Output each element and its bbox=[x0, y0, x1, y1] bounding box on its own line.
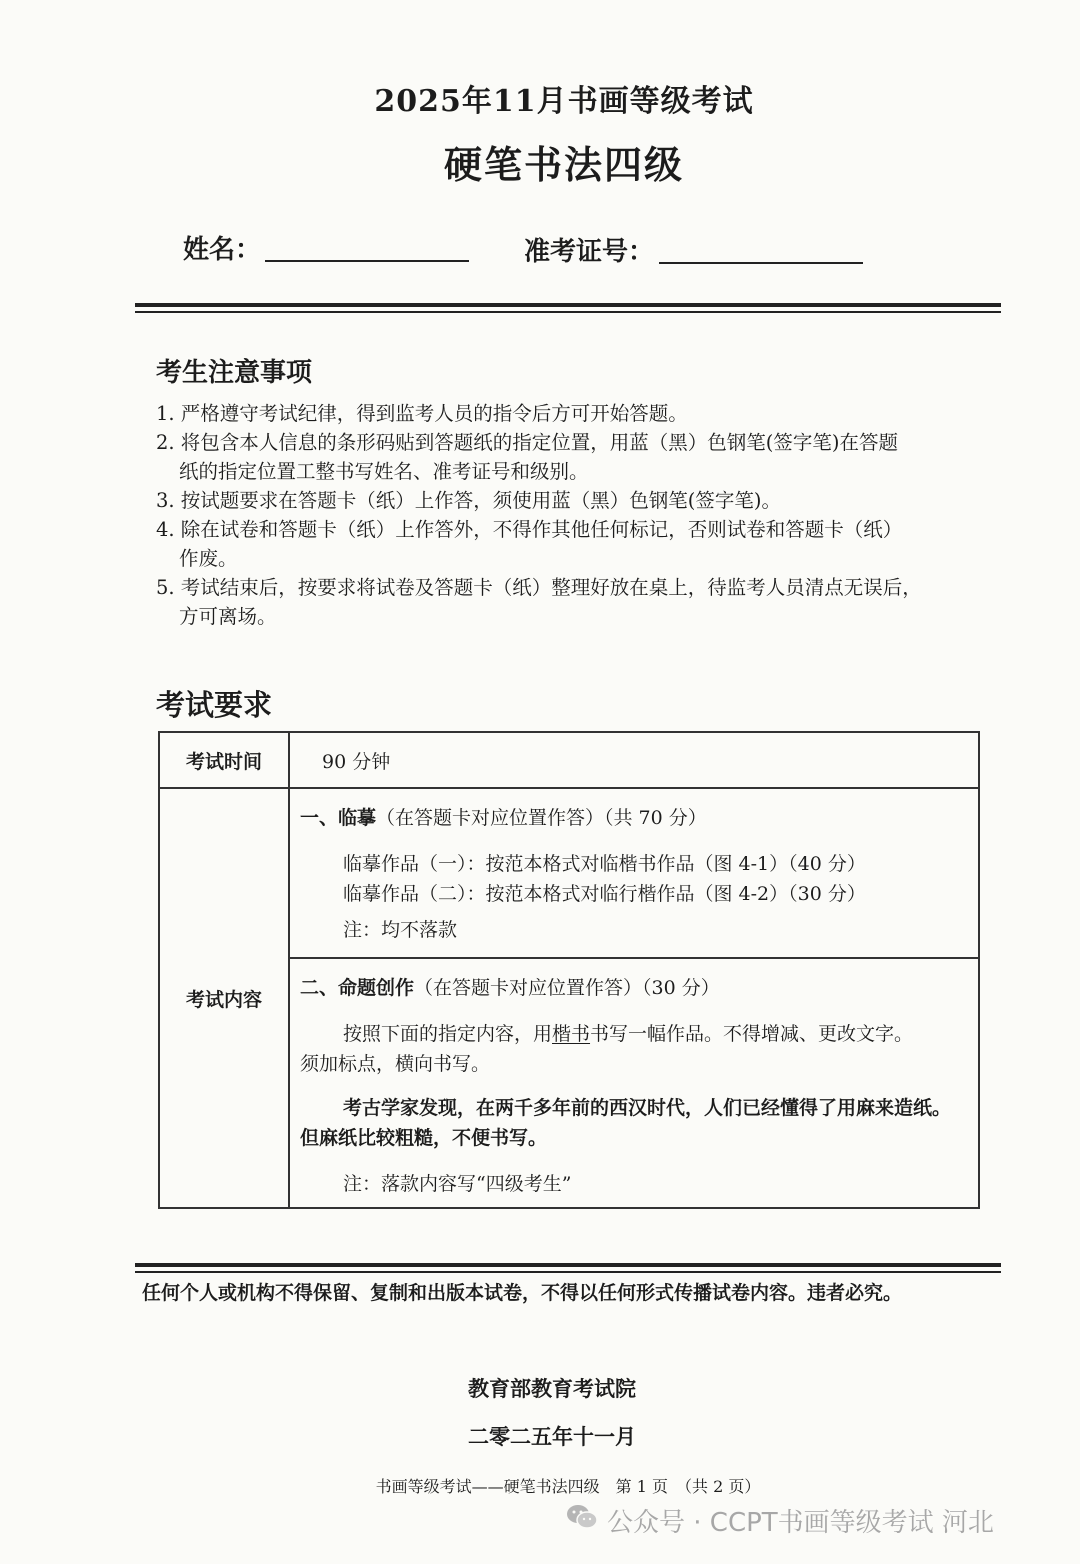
time-value: 90 分钟 bbox=[289, 732, 979, 788]
part1-line2: 临摹作品（二）：按范本格式对临行楷作品（图 4-2）（30 分） bbox=[343, 883, 866, 905]
requirements-table bbox=[158, 731, 980, 1209]
part2-instruction-cont: 书写一幅作品。不得增减、更改文字。 bbox=[590, 1023, 914, 1045]
part2-note: 注：落款内容写“四级考生” bbox=[343, 1173, 572, 1195]
ticket-number-label: 准考证号： bbox=[524, 237, 655, 267]
header-divider bbox=[135, 303, 1001, 313]
notice-item-cont: 方可离场。 bbox=[179, 605, 277, 628]
content-label: 考试内容 bbox=[159, 788, 289, 1208]
time-label: 考试时间 bbox=[159, 732, 289, 788]
notice-item-cont: 纸的指定位置工整书写姓名、准考证号和级别。 bbox=[179, 460, 589, 483]
part2-title-note: （在答题卡对应位置作答）（30 分） bbox=[414, 977, 720, 999]
content-cell bbox=[289, 788, 979, 1208]
notice-item: 1. 严格遵守考试纪律，得到监考人员的指令后方可开始答题。 bbox=[156, 402, 688, 425]
name-label: 姓名： bbox=[183, 235, 262, 265]
part2-text: 考古学家发现，在两千多年前的西汉时代，人们已经懂得了用麻来造纸。但麻纸比较粗糙，不便书写。 bbox=[300, 1097, 952, 1149]
footer-divider bbox=[135, 1263, 1001, 1273]
watermark bbox=[565, 1502, 994, 1539]
part2-script-style: 楷书 bbox=[552, 1023, 591, 1045]
part2-title: 二、命题创作 bbox=[300, 977, 415, 999]
copyright-warning: 任何个人或机构不得保留、复制和出版本试卷，不得以任何形式传播试卷内容。违者必究。 bbox=[142, 1282, 903, 1304]
part1-title-note: （在答题卡对应位置作答）（共 70 分） bbox=[376, 807, 707, 829]
notices-list bbox=[156, 399, 986, 631]
exam-title: 2025年11月书画等级考试 bbox=[374, 84, 754, 119]
notice-item-cont: 作废。 bbox=[179, 547, 238, 570]
ticket-number-field[interactable] bbox=[659, 262, 863, 264]
issuer: 教育部教育考试院 bbox=[468, 1376, 636, 1401]
notice-item: 5. 考试结束后，按要求将试卷及答题卡（纸）整理好放在桌上，待监考人员清点无误后， bbox=[156, 576, 922, 599]
part2-instruction-line2: 须加标点，横向书写。 bbox=[300, 1053, 491, 1075]
subject-title: 硬笔书法四级 bbox=[443, 142, 684, 187]
requirements-heading: 考试要求 bbox=[156, 688, 273, 722]
part1-title: 一、临摹 bbox=[300, 807, 377, 829]
notice-item: 2. 将包含本人信息的条形码贴到答题纸的指定位置，用蓝（黑）色钢笔(签字笔)在答题 bbox=[156, 431, 899, 454]
part2-instruction: 按照下面的指定内容，用 bbox=[343, 1023, 553, 1045]
name-field[interactable] bbox=[265, 260, 469, 262]
part1-section bbox=[290, 789, 978, 957]
notice-item: 4. 除在试卷和答题卡（纸）上作答外，不得作其他任何标记，否则试卷和答题卡（纸） bbox=[156, 518, 903, 541]
notice-item: 3. 按试题要求在答题卡（纸）上作答，须使用蓝（黑）色钢笔(签字笔)。 bbox=[156, 489, 782, 512]
notices-heading: 考生注意事项 bbox=[156, 358, 313, 388]
page-footer: 书画等级考试——硬笔书法四级 第 1 页 （共 2 页） bbox=[375, 1477, 761, 1496]
part2-section bbox=[290, 957, 978, 1207]
part1-line1: 临摹作品（一）：按范本格式对临楷书作品（图 4-1）（40 分） bbox=[343, 853, 866, 875]
issue-date: 二零二五年十一月 bbox=[468, 1424, 636, 1449]
part1-note: 注：均不落款 bbox=[343, 919, 458, 941]
watermark-text: 公众号 · CCPT书画等级考试 河北 bbox=[607, 1508, 994, 1538]
wechat-icon bbox=[565, 1502, 599, 1539]
